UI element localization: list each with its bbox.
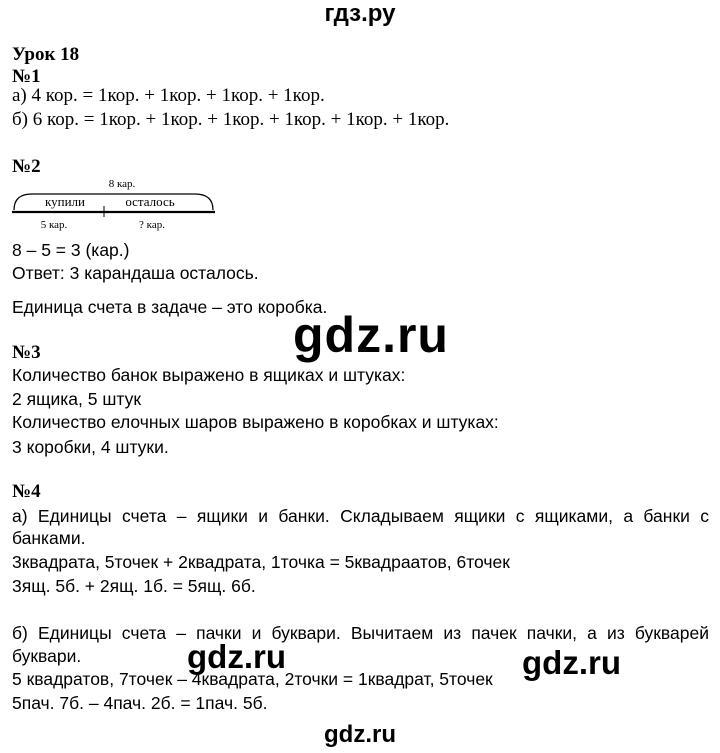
diagram-brace	[14, 194, 213, 210]
lesson-title: Урок 18	[12, 44, 80, 65]
task3-number: №3	[12, 342, 41, 363]
task3-line3: Количество елочных шаров выражено в коробках и штуках:	[12, 412, 499, 432]
site-header: гдз.ру	[324, 0, 396, 27]
task3-line2: 2 ящика, 5 штук	[12, 389, 141, 409]
task4-b-line1: б) Единицы счета – пачки и буквари. Вычитаем из пачек пачки, а из букварей	[12, 623, 709, 643]
task4-number: №4	[12, 481, 41, 502]
watermark-big: gdz.ru	[293, 307, 449, 363]
task2-equation: 8 – 5 = 3 (кар.)	[12, 240, 130, 260]
task4-a-line2: банками.	[12, 528, 86, 548]
task2-answer: Ответ: 3 карандаша осталось.	[12, 263, 259, 283]
task1-line-b: б) 6 кор. = 1кор. + 1кор. + 1кор. + 1кор. + 1кор. + 1кор.	[12, 109, 450, 130]
task3-line1: Количество банок выражено в ящиках и штуках:	[12, 365, 406, 385]
task3-line4: 3 коробки, 4 штуки.	[12, 437, 169, 457]
diagram-right-below: ? кар.	[139, 219, 165, 231]
task1-number: №1	[12, 66, 41, 87]
task4-a-line1: а) Единицы счета – ящики и банки. Складываем ящики с ящиками, а банки с	[12, 506, 709, 526]
task2-number: №2	[12, 156, 41, 177]
task4-b-line4: 5пач. 7б. – 4пач. 2б. = 1пач. 5б.	[12, 693, 268, 713]
task4-a-line3: 3квадрата, 5точек + 2квадрата, 1точка = 5квадраатов, 6точек	[12, 552, 510, 572]
task4-a-line4: 3ящ. 5б. + 2ящ. 1б. = 5ящ. 6б.	[12, 576, 256, 596]
diagram-total-label: 8 кар.	[108, 178, 136, 190]
watermark-bottom: gdz.ru	[324, 721, 396, 748]
diagram-right-label: осталось	[125, 194, 175, 209]
segment-diagram	[10, 172, 220, 236]
watermark-mid-right: gdz.ru	[522, 644, 621, 681]
diagram-left-label: купили	[45, 194, 85, 209]
task4-b-line2: буквари.	[12, 646, 82, 666]
task2-note: Единица счета в задаче – это коробка.	[12, 297, 328, 317]
task4-b-line3: 5 квадратов, 7точек – 4квадрата, 2точки = 1квадрат, 5точек	[12, 669, 493, 689]
watermark-mid-left: gdz.ru	[187, 638, 286, 675]
diagram-left-below: 5 кар.	[40, 219, 68, 231]
task1-line-a: а) 4 кор. = 1кор. + 1кор. + 1кор. + 1кор.	[12, 85, 325, 106]
